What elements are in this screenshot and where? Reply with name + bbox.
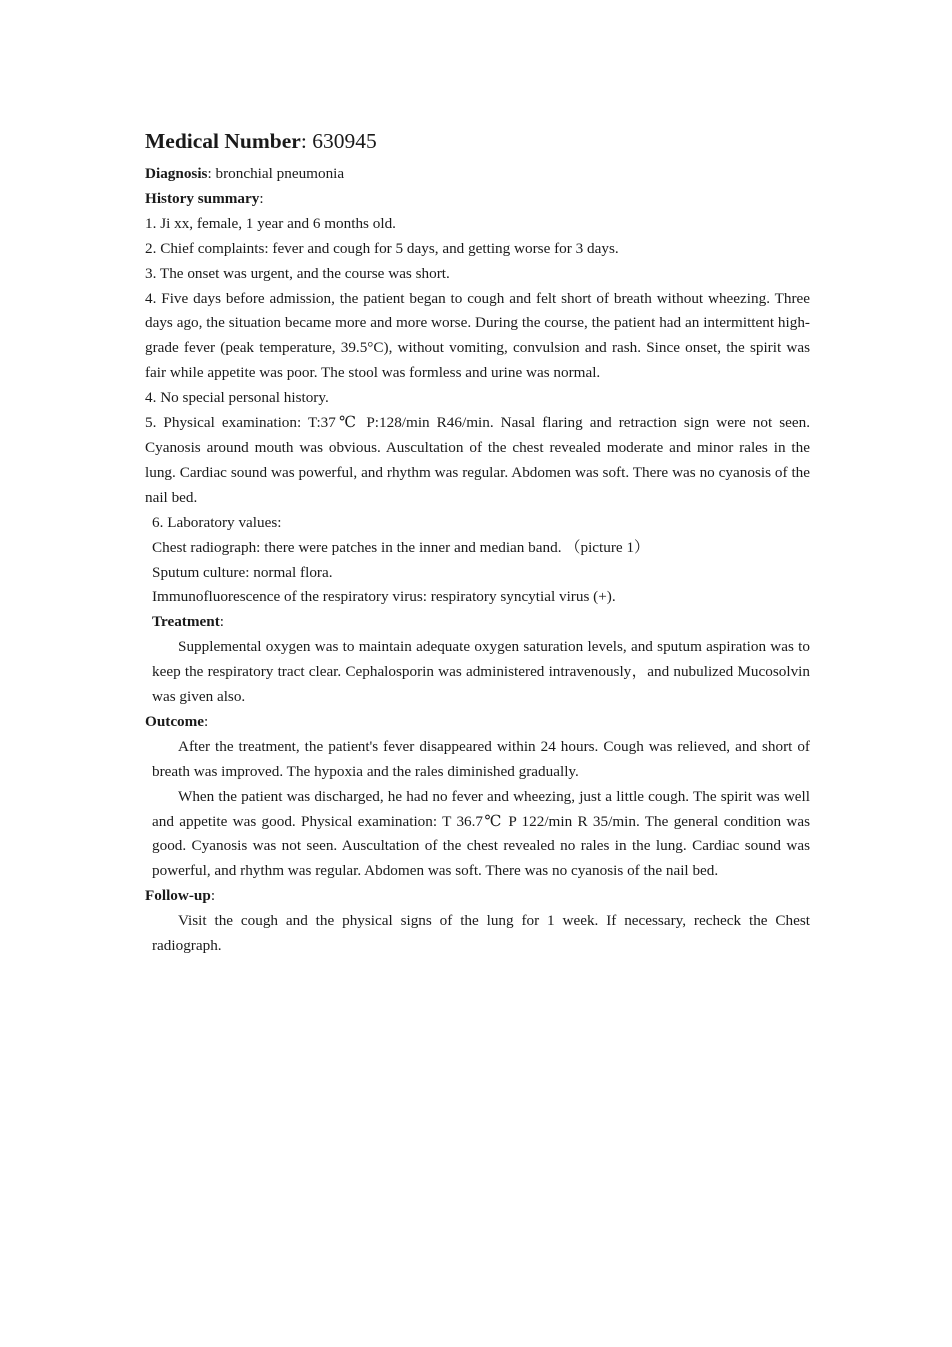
history-item: 2. Chief complaints: fever and cough for 5 days, and getting worse for 3 days.	[145, 239, 619, 257]
diagnosis-text: : bronchial pneumonia	[207, 165, 345, 182]
document-page	[145, 126, 810, 959]
treatment-colon: :	[219, 613, 224, 631]
outcome-paragraph: When the patient was discharged, he had no fever and wheezing, just a little cough. The spirit was well and appetite was good. Physical examination: T 36.7℃ P 122/min R 35/min. The general condition was good. Cyanosis was not seen. Auscultation of the chest revealed no rales in the lung. Cardiac sound was powerful, and rhythm was regular. Abdomen was soft. There was no cyanosis of the nail bed.	[152, 787, 810, 880]
medical-number-label: Medical Number	[145, 129, 301, 153]
history-label: History summary	[145, 189, 260, 207]
followup-heading	[145, 884, 810, 909]
history-item: 4. Five days before admission, the patient began to cough and felt short of breath without wheezing. Three days ago, the situation became more and more worse. During the course, the patient had an intermittent high-grade fever (peak temperature, 39.5°C), without vomiting, convulsion and rash. Since onset, the spirit was fair while appetite was poor. The stool was formless and urine was normal.	[145, 289, 810, 382]
outcome-colon: :	[204, 712, 209, 730]
history-item: 5. Physical examination: T:37℃ P:128/min R46/min. Nasal flaring and retraction sign were not seen. Cyanosis around mouth was obvious. Auscultation of the chest revealed moderate and minor rales in the lung. Cardiac sound was powerful, and rhythm was regular. Abdomen was soft. There was no cyanosis of the nail bed.	[145, 414, 810, 506]
followup-text: Visit the cough and the physical signs of the lung for 1 week. If necessary, recheck the Chest radiograph.	[152, 912, 810, 955]
lab-heading: 6. Laboratory values:	[152, 513, 282, 531]
lab-item: Sputum culture: normal flora.	[152, 563, 333, 581]
history-item: 1. Ji xx, female, 1 year and 6 months old.	[145, 214, 396, 232]
outcome-paragraph: After the treatment, the patient's fever disappeared within 24 hours. Cough was relieved, and short of breath was improved. The hypoxia and the rales diminished gradually.	[152, 737, 810, 780]
medical-number-colon: :	[300, 129, 313, 153]
lab-item: Chest radiograph: there were patches in the inner and median band. （picture 1）	[152, 538, 650, 556]
page-title	[145, 126, 810, 156]
medical-number-value: 630945	[312, 129, 377, 153]
lab-item: Immunofluorescence of the respiratory virus: respiratory syncytial virus (+).	[152, 588, 616, 606]
diagnosis-line	[145, 162, 810, 187]
diagnosis-label: Diagnosis	[145, 165, 208, 182]
history-colon: :	[259, 189, 264, 207]
treatment-text: Supplemental oxygen was to maintain adequate oxygen saturation levels, and sputum aspiration was to keep the respiratory tract clear. Cephalosporin was administered intravenously，and nubulized Mucosolvin was given also.	[152, 638, 810, 706]
treatment-heading	[145, 610, 810, 635]
followup-label: Follow-up	[145, 887, 211, 905]
outcome-heading	[145, 710, 810, 735]
history-item: 3. The onset was urgent, and the course was short.	[145, 264, 450, 282]
treatment-label: Treatment	[152, 613, 220, 631]
history-item: 4. No special personal history.	[145, 389, 329, 407]
outcome-label: Outcome	[145, 712, 205, 730]
followup-colon: :	[210, 887, 216, 905]
history-heading	[145, 187, 810, 212]
